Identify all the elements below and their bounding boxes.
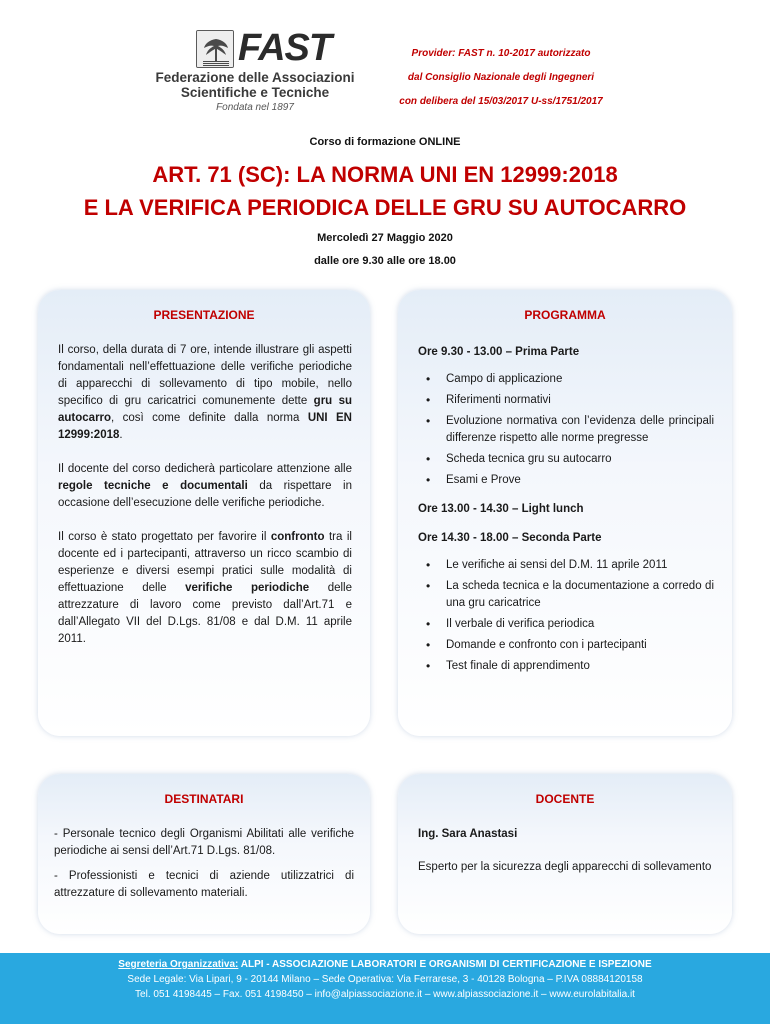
presentazione-panel xyxy=(38,290,370,736)
footer-address: Sede Legale: Via Lipari, 9 - 20144 Milano – Sede Operativa: Via Ferrarese, 3 - 40128 Bologna – P.IVA 08884120158 xyxy=(127,974,643,985)
list-item: • Il verbale di verifica periodica xyxy=(418,616,714,633)
logo-wordmark: FAST xyxy=(238,27,332,69)
presentazione-paragraph-3 xyxy=(58,529,352,648)
list-item: • Esami e Prove xyxy=(418,472,714,489)
text-span: da rispettare in occasione dell’esecuzione delle verifiche periodiche. xyxy=(58,480,352,509)
text-span: , così come definite dalla norma xyxy=(111,412,308,424)
provider-line2: dal Consiglio Nazionale degli Ingegneri xyxy=(407,72,595,83)
footer-contacts: Tel. 051 4198445 – Fax. 051 4198450 – info@alpiassociazione.it – www.alpiassociazione.it – www.eurolabitalia.it xyxy=(135,989,635,1000)
list-item: • Test finale di apprendimento xyxy=(418,658,714,675)
programma-part2-list xyxy=(418,557,714,675)
logo-federation-line2: Scientifiche e Tecniche xyxy=(180,85,330,100)
logo-federation-line1: Federazione delle Associazioni xyxy=(155,70,355,85)
destinatari-body xyxy=(54,826,354,910)
footer-organizer-text: ALPI - ASSOCIAZIONE LABORATORI E ORGANISMI DI CERTIFICAZIONE E ISPEZIONE xyxy=(238,959,652,970)
docente-body xyxy=(418,826,714,876)
text-span: . xyxy=(119,429,123,441)
text-span: Il docente del corso dedicherà particolare attenzione alle xyxy=(58,463,352,475)
fast-logo xyxy=(150,28,360,123)
text-span: tra il docente ed i partecipanti, attraverso un ricco scambio di esperienze e diversi esempi pratici sulle modalità di effettuazione delle xyxy=(58,531,352,594)
programma-lunch-heading: Ore 13.00 - 14.30 – Light lunch xyxy=(418,503,584,515)
logo-founded: Fondata nel 1897 xyxy=(216,102,294,113)
course-title-line2: E LA VERIFICA PERIODICA DELLE GRU SU AUTOCARRO xyxy=(83,195,687,220)
destinatari-item-1: - Personale tecnico degli Organismi Abilitati alle verifiche periodiche ai sensi dell’Art.71 D.Lgs. 81/08. xyxy=(54,828,354,857)
list-item: • Campo di applicazione xyxy=(418,371,714,388)
bold-span: confronto xyxy=(270,531,325,543)
programma-part1-list xyxy=(418,371,714,489)
list-item: • Evoluzione normativa con l’evidenza delle principali differenze rispetto alle norme pregresse xyxy=(418,413,714,447)
list-item: • La scheda tecnica e la documentazione a corredo di una gru caricatrice xyxy=(418,578,714,612)
bold-span: regole tecniche e documentali xyxy=(58,480,248,492)
bold-span: verifiche periodiche xyxy=(185,582,310,594)
course-title xyxy=(0,158,770,224)
provider-line1: Provider: FAST n. 10-2017 autorizzato xyxy=(411,48,591,59)
programma-part1-heading: Ore 9.30 - 13.00 – Prima Parte xyxy=(418,346,580,358)
presentazione-paragraph-1 xyxy=(58,342,352,444)
bold-span: gru su autocarro xyxy=(58,395,353,424)
list-item: • Le verifiche ai sensi del D.M. 11 aprile 2011 xyxy=(418,557,714,574)
bold-span: UNI EN 12999:2018 xyxy=(58,412,352,441)
course-type: Corso di formazione ONLINE xyxy=(309,136,461,148)
page-footer xyxy=(0,953,770,1024)
programma-part2-heading: Ore 14.30 - 18.00 – Seconda Parte xyxy=(418,532,602,544)
docente-description: Esperto per la sicurezza degli apparecchi di sollevamento xyxy=(418,861,712,873)
list-item: • Riferimenti normativi xyxy=(418,392,714,409)
destinatari-item-2: - Professionisti e tecnici di aziende utilizzatrici di attrezzature di sollevamento materiali. xyxy=(54,870,354,899)
presentazione-title: PRESENTAZIONE xyxy=(153,308,255,322)
programma-title: PROGRAMMA xyxy=(524,308,606,322)
fast-emblem-icon xyxy=(196,30,234,68)
course-time: dalle ore 9.30 alle ore 18.00 xyxy=(314,255,456,267)
provider-info xyxy=(372,42,630,114)
programma-panel xyxy=(398,290,732,736)
text-span: Il corso, della durata di 7 ore, intende illustrare gli aspetti fondamentali nell’effettuazione delle verifiche periodiche di apparecchi di sollevamento di tipo mobile, nello specifico di gru caricatrici comunemente dette xyxy=(58,344,352,407)
course-date: Mercoledì 27 Maggio 2020 xyxy=(317,232,453,244)
docente-name: Ing. Sara Anastasi xyxy=(418,828,518,840)
docente-title: DOCENTE xyxy=(535,792,595,806)
page-header xyxy=(0,28,770,128)
footer-organizer xyxy=(0,957,770,972)
presentazione-paragraph-2 xyxy=(58,461,352,512)
provider-line3: con delibera del 15/03/2017 U-ss/1751/2017 xyxy=(399,96,603,107)
footer-organizer-label: Segreteria Organizzativa: xyxy=(118,959,239,970)
programma-body xyxy=(418,344,714,679)
text-span: delle attrezzature di lavoro come previsto dall’Art.71 e dall’Allegato VII del D.Lgs. 81/08 e dal D.M. 11 aprile 2011. xyxy=(58,582,352,645)
list-item: • Scheda tecnica gru su autocarro xyxy=(418,451,714,468)
list-item: • Domande e confronto con i partecipanti xyxy=(418,637,714,654)
presentazione-body xyxy=(58,342,352,665)
docente-panel xyxy=(398,774,732,934)
destinatari-panel xyxy=(38,774,370,934)
destinatari-title: DESTINATARI xyxy=(164,792,244,806)
course-title-line1: ART. 71 (SC): LA NORMA UNI EN 12999:2018 xyxy=(152,162,618,187)
text-span: Il corso è stato progettato per favorire il xyxy=(58,531,271,543)
